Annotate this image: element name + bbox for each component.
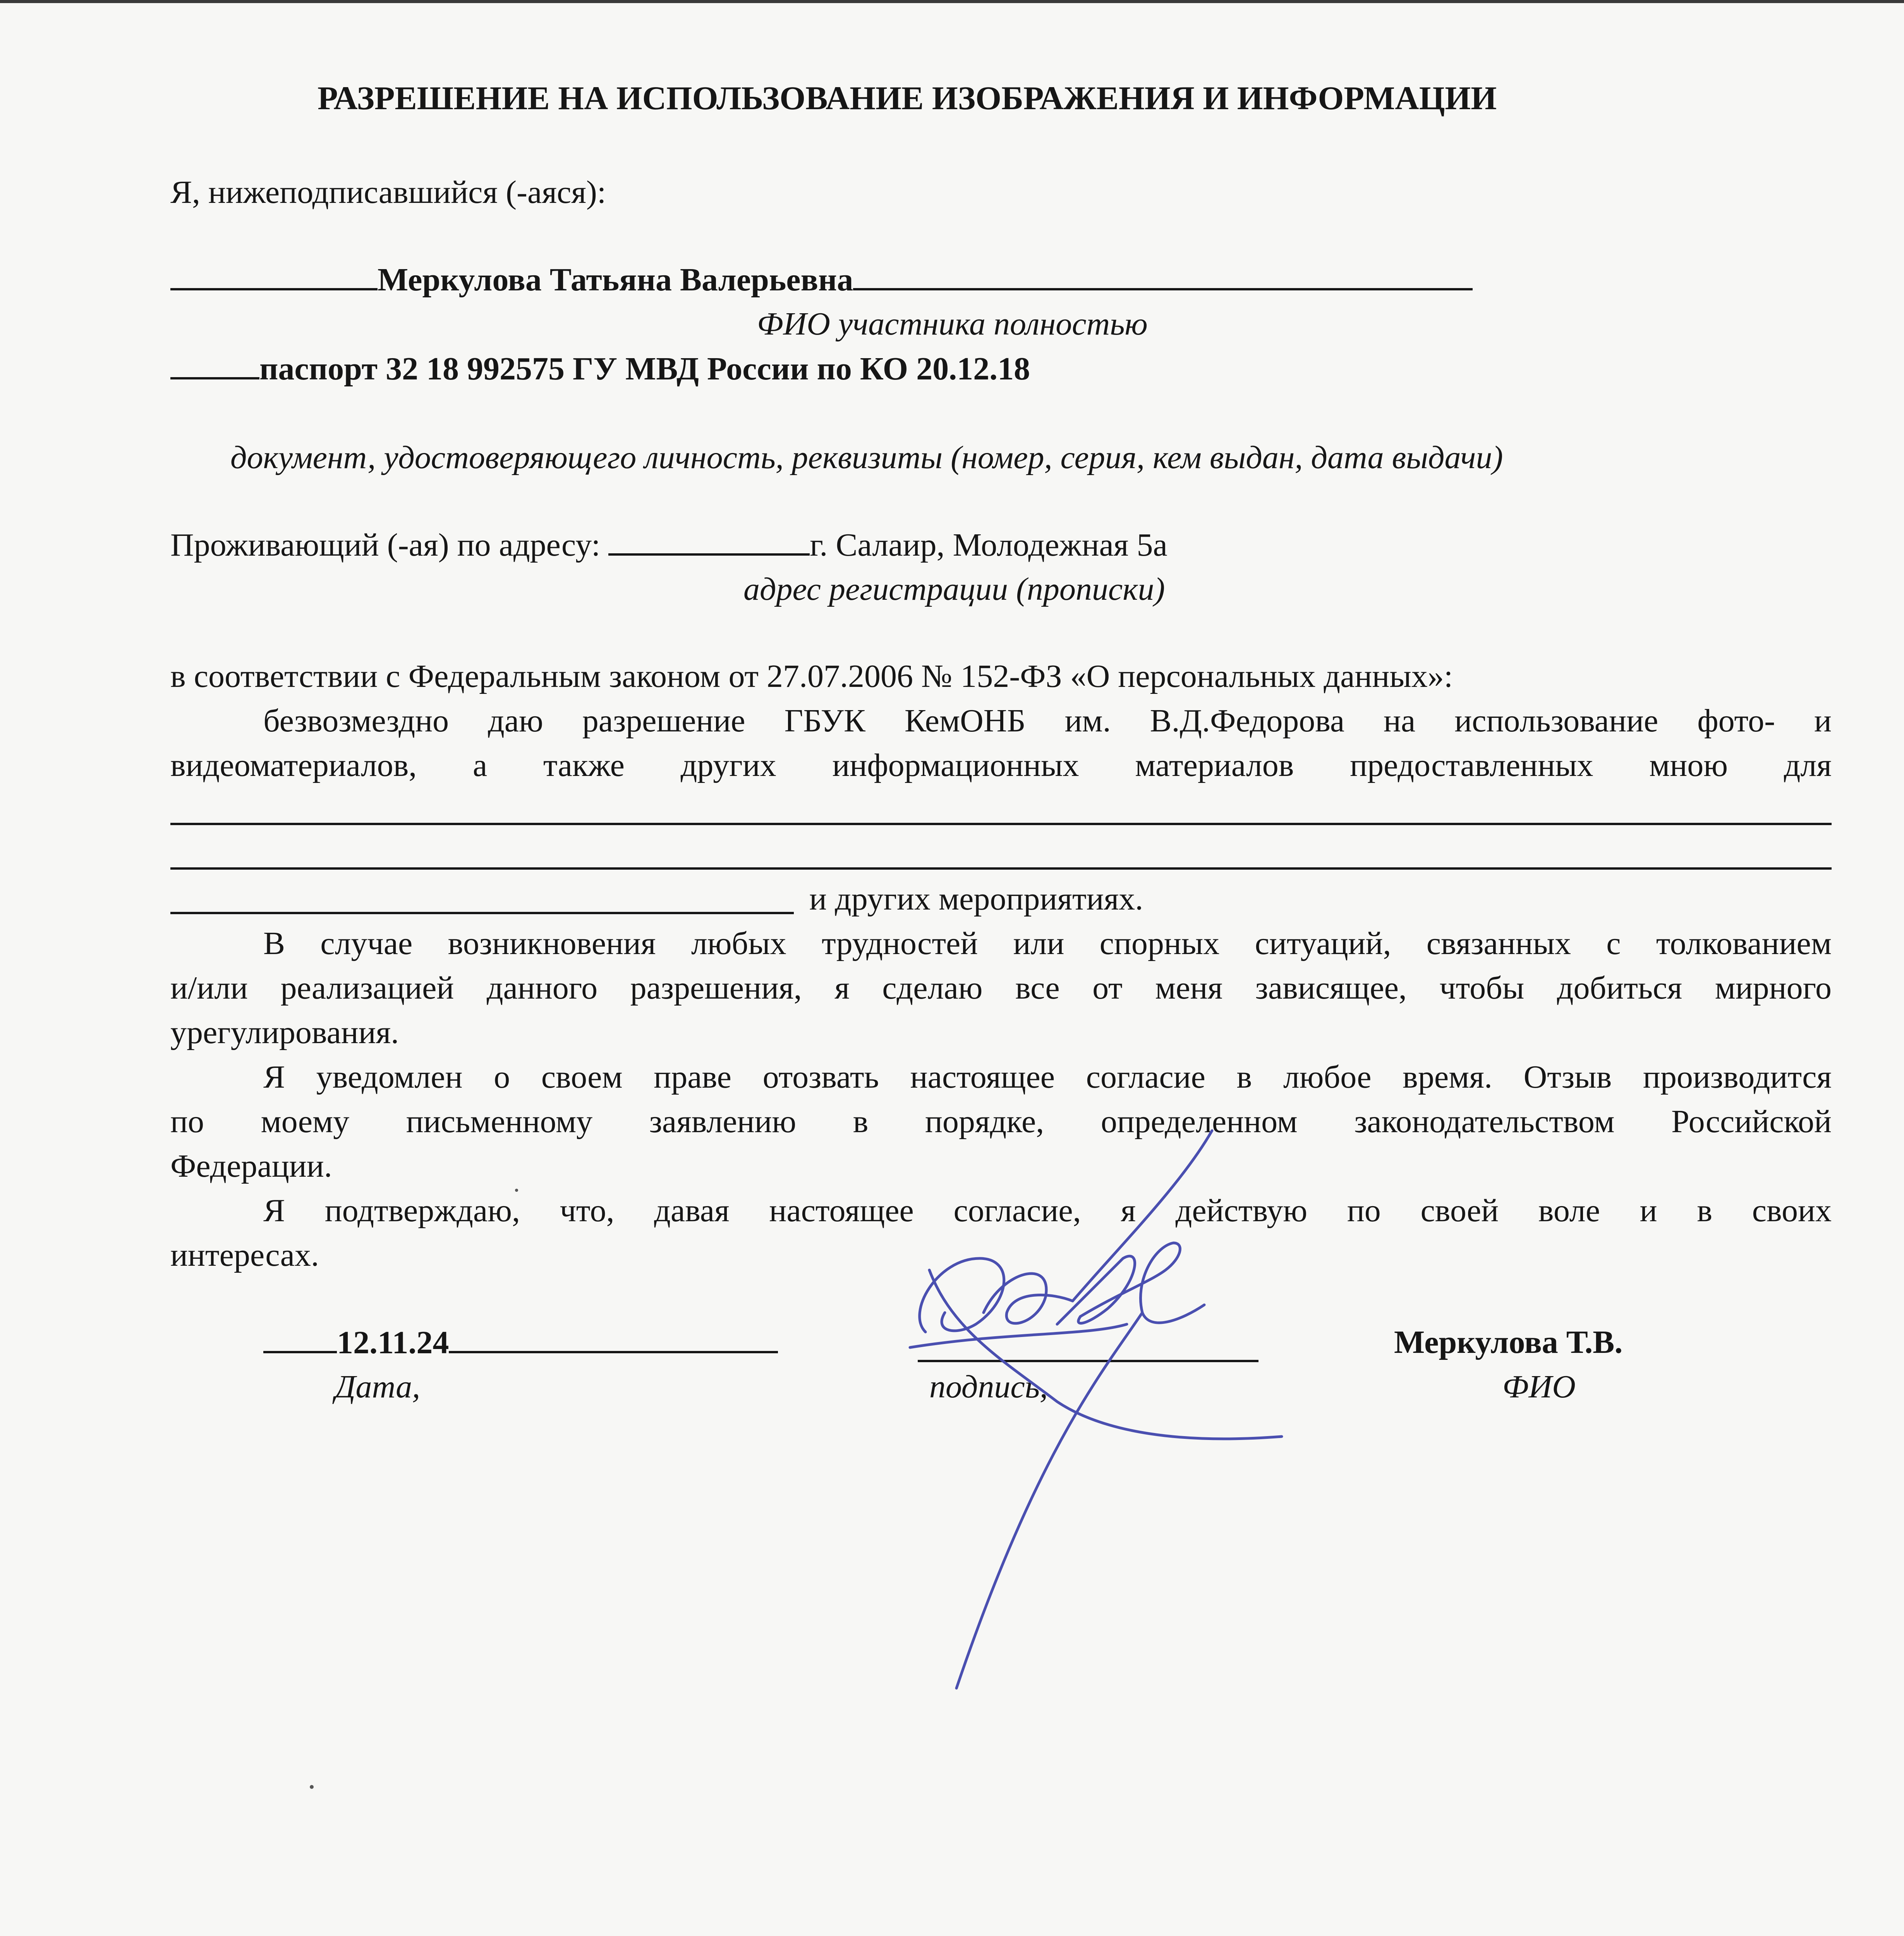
law-reference: в соответствии с Федеральным законом от 27.07.2006 № 152-ФЗ «О персональных данных»:	[170, 658, 1453, 694]
document-title: РАЗРЕШЕНИЕ НА ИСПОЛЬЗОВАНИЕ ИЗОБРАЖЕНИЯ И ИНФОРМАЦИИ	[318, 79, 1497, 117]
participant-name: Меркулова Татьяна Валерьевна	[378, 262, 853, 298]
para3-line-3: Федерации.	[170, 1148, 332, 1184]
date-leading-blank	[263, 1326, 337, 1353]
participant-name-line	[170, 263, 1473, 296]
id-leading-blank	[170, 352, 259, 379]
consent-blank-line-2	[170, 867, 1832, 870]
date-trailing-blank	[449, 1326, 778, 1353]
id-document: паспорт 32 18 992575 ГУ МВД России по КО 20.12.18	[259, 351, 1030, 387]
date-value: 12.11.24	[337, 1325, 449, 1361]
signer-caption: ФИО	[1502, 1369, 1576, 1405]
para4-line-2: интересах.	[170, 1237, 319, 1273]
consent-line-2: видеоматериалов, а также других информационных материалов предоставленных мною для	[170, 747, 1832, 783]
consent-end: и других мероприятиях.	[809, 881, 1143, 917]
scan-top-edge	[0, 0, 1904, 3]
consent-line-1: безвозмездно даю разрешение ГБУК КемОНБ им. В.Д.Федорова на использование фото- и	[263, 703, 1832, 739]
signer-short-name: Меркулова Т.В.	[1394, 1324, 1623, 1360]
participant-name-caption: ФИО участника полностью	[757, 306, 1148, 342]
para2-line-3: урегулирования.	[170, 1014, 399, 1050]
para4-line-1: Я подтверждаю, что, давая настоящее согласие, я действую по своей воле и в своих	[263, 1193, 1832, 1229]
name-trailing-blank	[853, 263, 1473, 290]
para2-line-2: и/или реализацией данного разрешения, я сделаю все от меня зависящее, чтобы добиться мирного	[170, 970, 1832, 1006]
consent-blank-line-3	[170, 912, 794, 914]
address-value: г. Салаир, Молодежная 5а	[810, 527, 1167, 563]
signature-caption: подпись,	[929, 1369, 1048, 1405]
id-document-caption: документ, удостоверяющего личность, реквизиты (номер, серия, кем выдан, дата выдачи)	[230, 439, 1503, 475]
address-caption: адрес регистрации (прописки)	[743, 571, 1165, 607]
address-blank	[608, 529, 810, 556]
para2-line-1: В случае возникновения любых трудностей или спорных ситуаций, связанных с толкованием	[263, 925, 1832, 961]
para3-line-1: Я уведомлен о своем праве отозвать настоящее согласие в любое время. Отзыв производится	[263, 1059, 1832, 1095]
handwritten-signature	[871, 1131, 1297, 1692]
date-line	[263, 1326, 778, 1359]
para3-line-2: по моему письменному заявлению в порядке, определенном законодательством Российской	[170, 1104, 1832, 1140]
intro-text: Я, нижеподписавшийся (-аяся):	[170, 174, 606, 210]
address-line	[170, 529, 1167, 561]
date-caption: Дата,	[335, 1369, 421, 1405]
scan-speck	[310, 1785, 314, 1789]
name-leading-blank	[170, 263, 378, 290]
consent-blank-line-1	[170, 823, 1832, 825]
address-label: Проживающий (-ая) по адресу:	[170, 527, 601, 563]
scan-speck	[515, 1189, 518, 1192]
id-document-line	[170, 352, 1030, 385]
